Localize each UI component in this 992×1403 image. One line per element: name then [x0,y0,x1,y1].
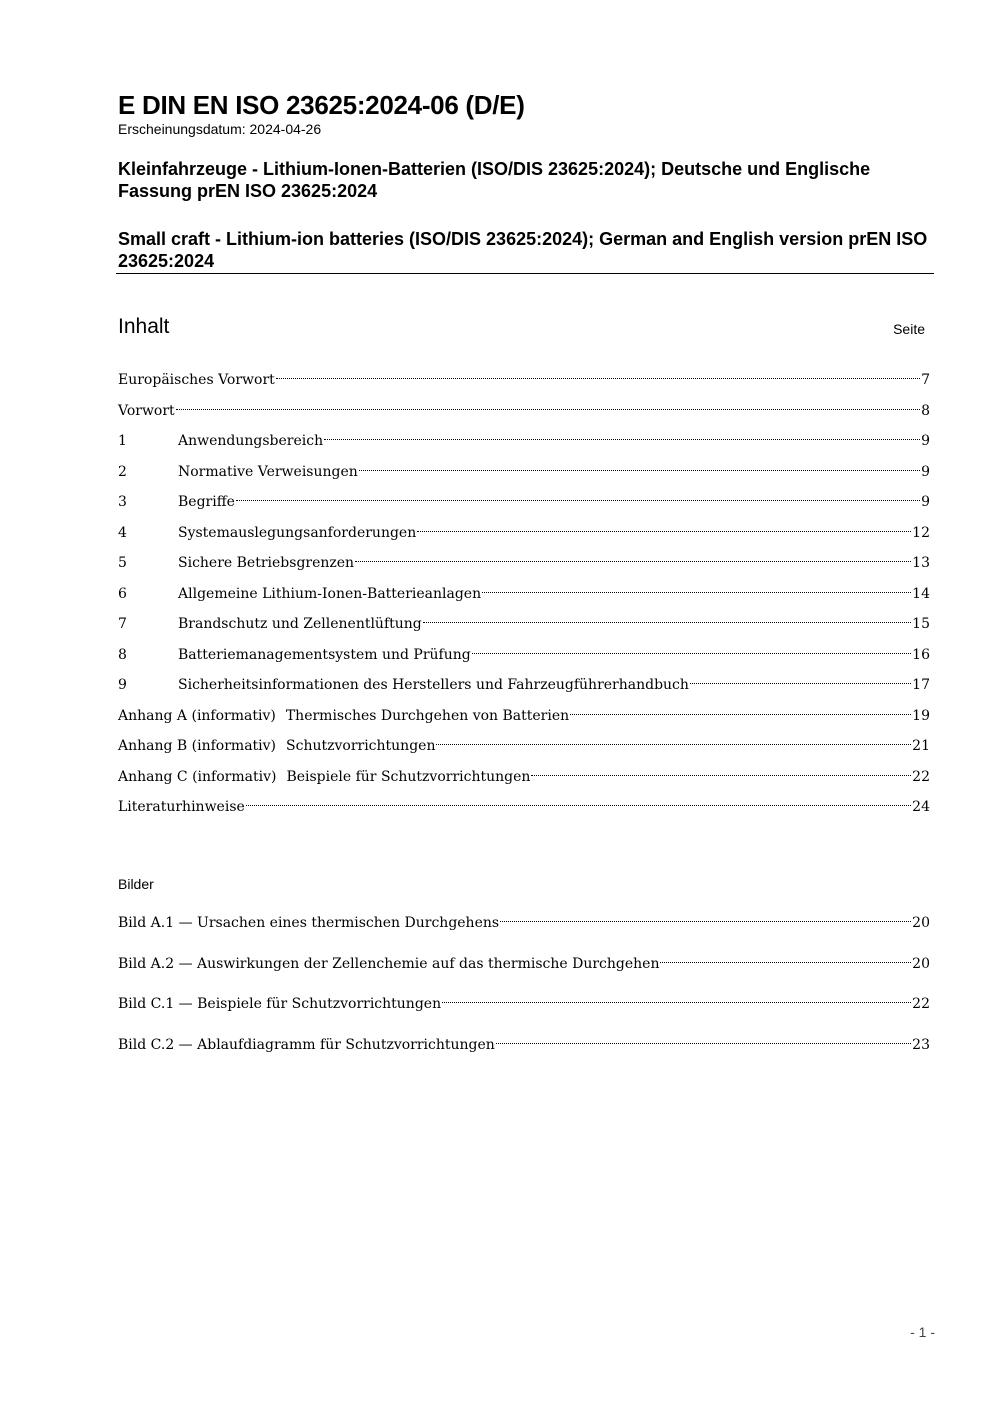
toc-entry-title: Batteriemanagementsystem und Prüfung [178,646,471,663]
toc-entry[interactable] [118,492,930,512]
title-divider [116,273,934,274]
toc-entry-title: Europäisches Vorwort [118,372,275,388]
dot-leader [442,1002,911,1003]
toc-page-number: 12 [912,524,930,541]
figures-heading: Bilder [118,876,154,892]
toc-entry[interactable] [118,401,930,421]
page-number: - 1 - [910,1324,935,1340]
toc-entry-title: Allgemeine Lithium-Ionen-Batterieanlagen [178,585,482,602]
document-id: E DIN EN ISO 23625:2024-06 (D/E) [118,90,525,120]
toc-entry-title: Systemauslegungsanforderungen [178,524,417,541]
figure-entry[interactable] [118,994,930,1014]
toc-entry-title: Bild A.2 — Auswirkungen der Zellenchemie auf das thermische Durchgehen [118,955,660,972]
toc-entry-title: Brandschutz und Zellenentlüftung [178,616,422,632]
toc-page-number: 9 [921,463,930,480]
figure-entry[interactable] [118,913,930,933]
toc-entry[interactable] [118,431,930,451]
dot-leader [417,531,911,532]
dot-leader [500,921,911,922]
toc-page-number: 15 [912,616,930,632]
dot-leader [359,470,920,471]
toc-heading: Inhalt [118,315,170,338]
toc-page-number: 17 [912,677,930,693]
dot-leader [423,622,911,623]
toc-entry-title: Bild C.1 — Beispiele für Schutzvorrichtungen [118,996,442,1013]
dot-leader [355,561,911,562]
dot-leader [324,439,920,440]
toc-page-number: 20 [912,955,930,972]
dot-leader [482,592,911,593]
toc-entry[interactable] [118,767,930,787]
dot-leader [276,378,920,379]
figure-entry[interactable] [118,954,930,974]
dot-leader [496,1043,911,1044]
toc-section-number: 6 [118,585,127,602]
dot-leader [246,805,911,806]
toc-page-number: 14 [912,585,930,602]
toc-entry[interactable] [118,523,930,543]
toc-entry-title: Sicherheitsinformationen des Herstellers und Fahrzeugführerhandbuch [178,677,689,693]
toc-entry-title: Bild A.1 — Ursachen eines thermischen Durchgehens [118,915,500,931]
toc-entry-title: Schutzvorrichtungen [286,738,436,754]
toc-page-number: 13 [912,555,930,571]
toc-page-number: 8 [921,402,930,419]
toc-entry[interactable] [118,584,930,604]
title-english: Small craft - Lithium-ion batteries (ISO/DIS 23625:2024); German and English version prEN ISO 23625:2024 [118,229,928,271]
page-column-label: Seite [893,321,925,337]
toc-entry[interactable] [118,706,930,726]
toc-section-number: 9 [118,677,127,693]
toc-entry-title: Beispiele für Schutzvorrichtungen [286,768,531,785]
toc-section-number: 3 [118,494,127,510]
toc-entry-title: Begriffe [178,494,235,510]
toc-entry[interactable] [118,675,930,695]
toc-section-number: 2 [118,463,127,480]
toc-entry[interactable] [118,553,930,573]
toc-page-number: 22 [912,996,930,1013]
toc-entry-title: Normative Verweisungen [178,463,358,480]
toc-annex-label: Anhang C (informativ) [118,768,277,785]
toc-page-number: 24 [912,799,930,815]
toc-page-number: 9 [921,433,930,449]
toc-entry-title: Literaturhinweise [118,799,245,815]
toc-entry[interactable] [118,797,930,817]
toc-section-number: 8 [118,646,127,663]
dot-leader [690,683,911,684]
dot-leader [436,744,911,745]
toc-entry-title: Anwendungsbereich [178,433,324,449]
toc-entry[interactable] [118,614,930,634]
dot-leader [660,962,911,963]
toc-page-number: 23 [912,1037,930,1054]
toc-page-number: 20 [912,915,930,931]
toc-entry-title: Vorwort [118,402,175,419]
dot-leader [236,500,920,501]
toc-section-number: 7 [118,616,127,632]
toc-entry[interactable] [118,736,930,756]
toc-annex-label: Anhang A (informativ) [118,707,276,724]
figure-entry[interactable] [118,1035,930,1055]
toc-entry-title: Bild C.2 — Ablaufdiagramm für Schutzvorrichtungen [118,1037,495,1054]
dot-leader [570,714,911,715]
toc-page-number: 19 [912,707,930,724]
toc-section-number: 4 [118,524,127,541]
toc-section-number: 1 [118,433,127,449]
toc-entry-title: Thermisches Durchgehen von Batterien [285,707,570,724]
dot-leader [531,775,911,776]
toc-page-number: 7 [921,372,930,388]
toc-entry[interactable] [118,370,930,390]
toc-page-number: 22 [912,768,930,785]
dot-leader [472,653,911,654]
dot-leader [176,409,920,410]
toc-annex-label: Anhang B (informativ) [118,738,277,754]
publication-date: Erscheinungsdatum: 2024-04-26 [118,121,322,137]
toc-entry-title: Sichere Betriebsgrenzen [178,555,355,571]
toc-entry[interactable] [118,645,930,665]
toc-entry[interactable] [118,462,930,482]
toc-page-number: 21 [912,738,930,754]
title-german: Kleinfahrzeuge - Lithium-Ionen-Batterien (ISO/DIS 23625:2024); Deutsche und Englische Fassung prEN ISO 23625:2024 [118,159,871,201]
toc-page-number: 9 [921,494,930,510]
toc-page-number: 16 [912,646,930,663]
toc-section-number: 5 [118,555,127,571]
